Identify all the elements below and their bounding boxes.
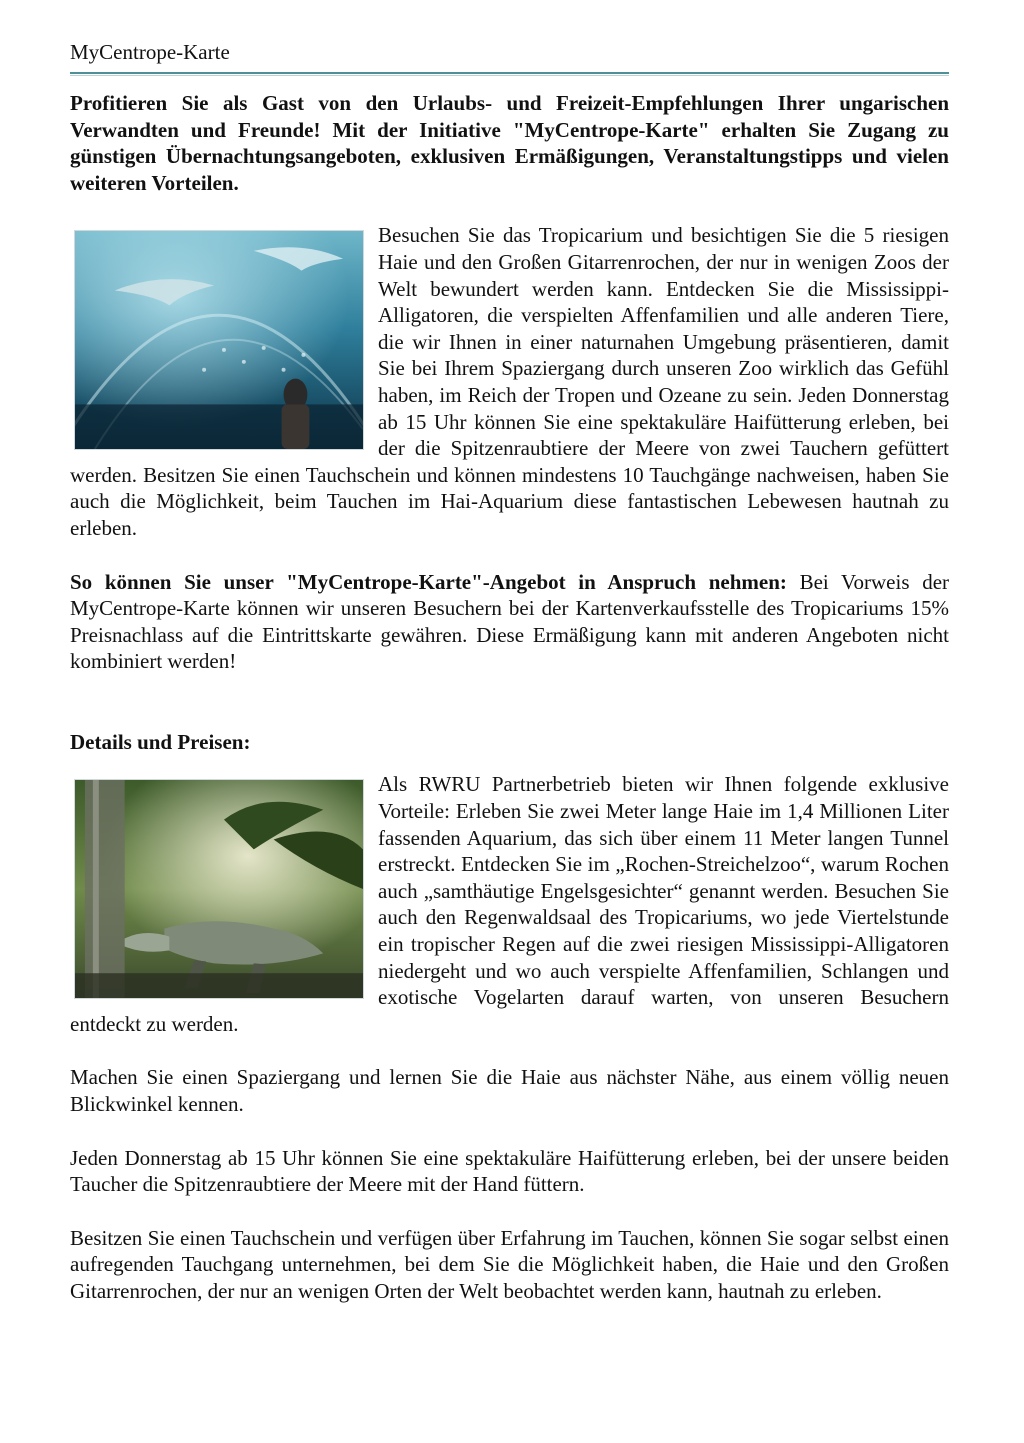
offer-block <box>70 569 949 675</box>
details-heading: Details und Preisen: <box>70 729 251 754</box>
page-header-title: MyCentrope-Karte <box>70 40 230 64</box>
intro-paragraph: Profitieren Sie als Gast von den Urlaubs- und Freizeit-Empfehlungen Ihrer ungarischen Verwandten und Freunde! Mit der Initiative "MyCentrope-Karte" erhalten Sie Zugang zu günstigen Übernachtungsangeboten, exklusiven Ermäßigungen, Veranstaltungstipps und vielen weiteren Vorteilen. <box>70 91 949 195</box>
offer-heading: So können Sie unser "MyCentrope-Karte"-Angebot in Anspruch nehmen: <box>70 569 787 594</box>
diving-paragraph: Besitzen Sie einen Tauchschein und verfügen über Erfahrung im Tauchen, können Sie sogar selbst einen aufregenden Tauchgang unternehmen, bei dem Sie die Möglichkeit haben, die Haie und den Großen Gitarrenrochen, der nur an wenigen Orten der Welt beobachtet werden kann, hautnah zu erleben. <box>70 1225 949 1303</box>
document-body <box>70 90 949 1305</box>
offer-text: Bei Vorweis der MyCentrope-Karte können wir unseren Besuchern bei der Kartenverkaufsstelle des Tropicariums 15% Preisnachlass auf die Eintrittskarte gewähren. Diese Ermäßigung kann mit anderen Angeboten nicht kombiniert werden! <box>70 569 950 674</box>
section1-paragraph: Besuchen Sie das Tropicarium und besichtigen Sie die 5 riesigen Haie und den Großen Gitarrenrochen, der nur in wenigen Zoos der Welt bewundert werden kann. Entdecken Sie die Mississippi-Alligatoren, die verspielten Affenfamilien und alle anderen Tiere, die wir Ihnen in einer naturnahen Umgebung präsentieren, damit Sie bei Ihrem Spaziergang durch unseren Zoo wirklich das Gefühl haben, im Reich der Tropen und Ozeane zu sein. Jeden Donnerstag ab 15 Uhr können Sie eine spektakuläre Haifütterung erleben, bei der die Spitzenraubtiere der Meere von zwei Tauchern gefüttert werden. Besitzen Sie einen Tauchschein und können mindestens 10 Tauchgänge nachweisen, haben Sie auch die Möglichkeit, beim Tauchen im Hai-Aquarium diese fantastischen Lebewesen hautnah zu erleben. <box>70 223 949 540</box>
shark-tunnel-illustration <box>75 231 363 449</box>
feeding-paragraph: Jeden Donnerstag ab 15 Uhr können Sie eine spektakuläre Haifütterung erleben, bei der unsere beiden Taucher die Spitzenraubtiere der Meere mit der Hand füttern. <box>70 1145 949 1197</box>
alligator-rainforest-photo <box>74 779 364 999</box>
header-divider <box>70 72 949 74</box>
walk-paragraph: Machen Sie einen Spaziergang und lernen Sie die Haie aus nächster Nähe, aus einem völlig neuen Blickwinkel kennen. <box>70 1065 949 1116</box>
alligator-illustration <box>75 780 363 998</box>
shark-tunnel-photo <box>74 230 364 450</box>
details-paragraph: Als RWRU Partnerbetrieb bieten wir Ihnen folgende exklusive Vorteile: Erleben Sie zwei Meter lange Haie im 1,4 Millionen Liter fassenden Aquarium, das sich über einem 11 Meter langen Tunnel erstreckt. Entdecken Sie im „Rochen-Streichelzoo“, warum Rochen auch „samthäutige Engelsgesichter“ genannt werden. Besuchen Sie auch den Regenwaldsaal des Tropicariums, wo jede Viertelstunde ein tropischer Regen auf die zwei riesigen Mississippi-Alligatoren niedergeht und wo auch verspielte Affenfamilien, Schlangen und exotische Vogelarten darauf warten, von unseren Besuchern entdeckt zu werden. <box>70 772 949 1036</box>
